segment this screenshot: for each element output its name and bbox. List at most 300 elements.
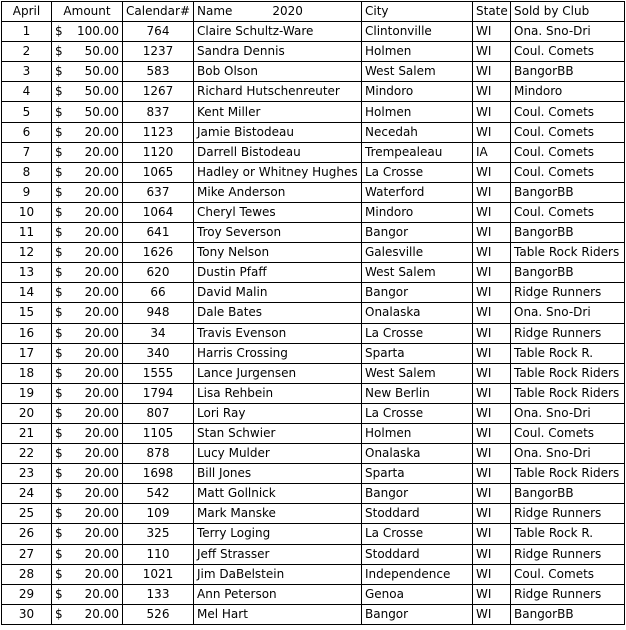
cell-calendar: 1237	[123, 42, 194, 62]
table-row	[2, 564, 625, 584]
cell-amount	[52, 423, 123, 443]
cell-amount	[52, 343, 123, 363]
amount-value: 20.00	[84, 285, 119, 300]
cell-amount	[52, 363, 123, 383]
cell-name: Matt Gollnick	[194, 484, 362, 504]
cell-amount	[52, 62, 123, 82]
cell-name: Dale Bates	[194, 303, 362, 323]
amount-value: 20.00	[84, 144, 119, 159]
cell-city: La Crosse	[362, 323, 473, 343]
table-row	[2, 383, 625, 403]
cell-name: Jamie Bistodeau	[194, 122, 362, 142]
cell-state: WI	[473, 544, 511, 564]
header-state: State	[473, 2, 511, 22]
cell-city: Onalaska	[362, 444, 473, 464]
cell-state: WI	[473, 403, 511, 423]
currency-symbol: $	[55, 285, 63, 300]
cell-april: 13	[2, 263, 52, 283]
cell-name: Tony Nelson	[194, 243, 362, 263]
currency-symbol: $	[55, 566, 63, 581]
cell-calendar: 325	[123, 524, 194, 544]
table-row	[2, 403, 625, 423]
cell-calendar: 948	[123, 303, 194, 323]
cell-club: BangorBB	[511, 484, 625, 504]
cell-calendar: 637	[123, 182, 194, 202]
cell-club: Ridge Runners	[511, 323, 625, 343]
cell-club: Mindoro	[511, 82, 625, 102]
cell-april: 27	[2, 544, 52, 564]
cell-city: New Berlin	[362, 383, 473, 403]
cell-state: WI	[473, 102, 511, 122]
cell-amount	[52, 484, 123, 504]
cell-name: Claire Schultz-Ware	[194, 22, 362, 42]
table-row	[2, 604, 625, 624]
cell-april: 14	[2, 283, 52, 303]
cell-calendar: 542	[123, 484, 194, 504]
cell-city: Onalaska	[362, 303, 473, 323]
cell-club: Coul. Comets	[511, 202, 625, 222]
amount-value: 50.00	[84, 64, 119, 79]
cell-name: Darrell Bistodeau	[194, 142, 362, 162]
cell-state: WI	[473, 383, 511, 403]
cell-city: Bangor	[362, 484, 473, 504]
cell-city: Bangor	[362, 283, 473, 303]
amount-value: 50.00	[84, 44, 119, 59]
cell-city: Stoddard	[362, 544, 473, 564]
cell-club: Ona. Sno-Dri	[511, 22, 625, 42]
cell-april: 8	[2, 162, 52, 182]
cell-state: WI	[473, 423, 511, 443]
cell-amount	[52, 464, 123, 484]
cell-club: Table Rock Riders	[511, 383, 625, 403]
cell-city: Trempealeau	[362, 142, 473, 162]
cell-state: WI	[473, 162, 511, 182]
cell-city: West Salem	[362, 363, 473, 383]
cell-club: Coul. Comets	[511, 102, 625, 122]
cell-amount	[52, 202, 123, 222]
cell-state: WI	[473, 464, 511, 484]
cell-name: Terry Loging	[194, 524, 362, 544]
cell-name: Mark Manske	[194, 504, 362, 524]
cell-name: Troy Severson	[194, 223, 362, 243]
cell-city: Genoa	[362, 584, 473, 604]
cell-amount	[52, 223, 123, 243]
cell-calendar: 526	[123, 604, 194, 624]
cell-april: 25	[2, 504, 52, 524]
cell-club: Table Rock Riders	[511, 363, 625, 383]
amount-value: 50.00	[84, 84, 119, 99]
cell-calendar: 1698	[123, 464, 194, 484]
cell-april: 24	[2, 484, 52, 504]
cell-calendar: 1105	[123, 423, 194, 443]
cell-state: WI	[473, 42, 511, 62]
cell-club: Ridge Runners	[511, 544, 625, 564]
currency-symbol: $	[55, 365, 63, 380]
header-row	[2, 2, 625, 22]
cell-calendar: 583	[123, 62, 194, 82]
cell-calendar: 1555	[123, 363, 194, 383]
cell-calendar: 1123	[123, 122, 194, 142]
cell-name: Jim DaBelstein	[194, 564, 362, 584]
table-row	[2, 363, 625, 383]
cell-april: 16	[2, 323, 52, 343]
amount-value: 20.00	[84, 124, 119, 139]
table-row	[2, 202, 625, 222]
cell-amount	[52, 182, 123, 202]
cell-state: WI	[473, 303, 511, 323]
header-amount: Amount	[52, 2, 123, 22]
cell-amount	[52, 383, 123, 403]
cell-city: Stoddard	[362, 504, 473, 524]
cell-club: Table Rock R.	[511, 343, 625, 363]
cell-april: 4	[2, 82, 52, 102]
currency-symbol: $	[55, 526, 63, 541]
cell-amount	[52, 584, 123, 604]
amount-value: 20.00	[84, 606, 119, 621]
cell-state: WI	[473, 122, 511, 142]
cell-april: 3	[2, 62, 52, 82]
cell-state: WI	[473, 283, 511, 303]
amount-value: 20.00	[84, 586, 119, 601]
cell-calendar: 878	[123, 444, 194, 464]
cell-april: 22	[2, 444, 52, 464]
cell-amount	[52, 82, 123, 102]
currency-symbol: $	[55, 305, 63, 320]
table-row	[2, 243, 625, 263]
cell-name: Mike Anderson	[194, 182, 362, 202]
cell-april: 2	[2, 42, 52, 62]
cell-state: WI	[473, 22, 511, 42]
cell-calendar: 620	[123, 263, 194, 283]
cell-state: WI	[473, 243, 511, 263]
cell-city: West Salem	[362, 263, 473, 283]
cell-calendar: 641	[123, 223, 194, 243]
cell-club: Coul. Comets	[511, 142, 625, 162]
cell-club: Coul. Comets	[511, 122, 625, 142]
cell-april: 5	[2, 102, 52, 122]
cell-calendar: 837	[123, 102, 194, 122]
cell-amount	[52, 102, 123, 122]
cell-city: Galesville	[362, 243, 473, 263]
cell-city: La Crosse	[362, 162, 473, 182]
table-row	[2, 162, 625, 182]
currency-symbol: $	[55, 144, 63, 159]
amount-value: 20.00	[84, 245, 119, 260]
cell-city: Bangor	[362, 223, 473, 243]
table-row	[2, 343, 625, 363]
cell-name: Travis Evenson	[194, 323, 362, 343]
table-row	[2, 303, 625, 323]
amount-value: 20.00	[84, 365, 119, 380]
cell-amount	[52, 283, 123, 303]
cell-name: Lisa Rehbein	[194, 383, 362, 403]
cell-amount	[52, 142, 123, 162]
cell-city: West Salem	[362, 62, 473, 82]
cell-state: WI	[473, 343, 511, 363]
cell-april: 23	[2, 464, 52, 484]
cell-amount	[52, 303, 123, 323]
cell-name: Lance Jurgensen	[194, 363, 362, 383]
cell-club: Coul. Comets	[511, 162, 625, 182]
table-row	[2, 142, 625, 162]
currency-symbol: $	[55, 546, 63, 561]
cell-name: Bill Jones	[194, 464, 362, 484]
cell-calendar: 34	[123, 323, 194, 343]
cell-amount	[52, 524, 123, 544]
cell-calendar: 1794	[123, 383, 194, 403]
cell-state: WI	[473, 182, 511, 202]
table-row	[2, 62, 625, 82]
amount-value: 20.00	[84, 426, 119, 441]
cell-name: Lori Ray	[194, 403, 362, 423]
header-name-cell	[194, 2, 362, 22]
header-city: City	[362, 2, 473, 22]
cell-calendar: 109	[123, 504, 194, 524]
currency-symbol: $	[55, 104, 63, 119]
cell-state: IA	[473, 142, 511, 162]
cell-state: WI	[473, 604, 511, 624]
cell-amount	[52, 42, 123, 62]
cell-city: Waterford	[362, 182, 473, 202]
cell-april: 9	[2, 182, 52, 202]
cell-name: Stan Schwier	[194, 423, 362, 443]
amount-value: 20.00	[84, 506, 119, 521]
cell-name: Ann Peterson	[194, 584, 362, 604]
amount-value: 20.00	[84, 526, 119, 541]
currency-symbol: $	[55, 405, 63, 420]
cell-state: WI	[473, 223, 511, 243]
amount-value: 20.00	[84, 265, 119, 280]
cell-name: Jeff Strasser	[194, 544, 362, 564]
cell-april: 29	[2, 584, 52, 604]
cell-calendar: 1021	[123, 564, 194, 584]
cell-name: Hadley or Whitney Hughes	[194, 162, 362, 182]
amount-value: 20.00	[84, 546, 119, 561]
cell-amount	[52, 604, 123, 624]
cell-april: 18	[2, 363, 52, 383]
currency-symbol: $	[55, 124, 63, 139]
table-row	[2, 102, 625, 122]
table-row	[2, 423, 625, 443]
cell-april: 19	[2, 383, 52, 403]
cell-calendar: 1626	[123, 243, 194, 263]
cell-calendar: 340	[123, 343, 194, 363]
table-row	[2, 182, 625, 202]
cell-amount	[52, 403, 123, 423]
cell-calendar: 807	[123, 403, 194, 423]
amount-value: 20.00	[84, 566, 119, 581]
currency-symbol: $	[55, 385, 63, 400]
cell-april: 28	[2, 564, 52, 584]
header-calendar: Calendar#	[123, 2, 194, 22]
amount-value: 20.00	[84, 446, 119, 461]
cell-state: WI	[473, 484, 511, 504]
cell-april: 6	[2, 122, 52, 142]
cell-name: Cheryl Tewes	[194, 202, 362, 222]
table-row	[2, 464, 625, 484]
cell-city: Necedah	[362, 122, 473, 142]
currency-symbol: $	[55, 345, 63, 360]
currency-symbol: $	[55, 44, 63, 59]
cell-city: Mindoro	[362, 82, 473, 102]
currency-symbol: $	[55, 24, 63, 39]
cell-april: 7	[2, 142, 52, 162]
cell-city: Clintonville	[362, 22, 473, 42]
amount-value: 100.00	[77, 24, 119, 39]
cell-amount	[52, 504, 123, 524]
currency-symbol: $	[55, 606, 63, 621]
cell-club: Ridge Runners	[511, 504, 625, 524]
cell-club: Ridge Runners	[511, 283, 625, 303]
cell-calendar: 1267	[123, 82, 194, 102]
cell-state: WI	[473, 524, 511, 544]
cell-state: WI	[473, 504, 511, 524]
cell-club: BangorBB	[511, 182, 625, 202]
cell-april: 15	[2, 303, 52, 323]
cell-club: BangorBB	[511, 62, 625, 82]
cell-club: Table Rock Riders	[511, 464, 625, 484]
cell-city: Mindoro	[362, 202, 473, 222]
cell-name: Bob Olson	[194, 62, 362, 82]
cell-name: Sandra Dennis	[194, 42, 362, 62]
cell-club: Ona. Sno-Dri	[511, 303, 625, 323]
cell-name: Richard Hutschenreuter	[194, 82, 362, 102]
amount-value: 20.00	[84, 405, 119, 420]
table-row	[2, 444, 625, 464]
cell-club: BangorBB	[511, 223, 625, 243]
currency-symbol: $	[55, 466, 63, 481]
cell-amount	[52, 564, 123, 584]
currency-symbol: $	[55, 506, 63, 521]
cell-club: BangorBB	[511, 604, 625, 624]
cell-calendar: 1064	[123, 202, 194, 222]
cell-club: BangorBB	[511, 263, 625, 283]
cell-club: Coul. Comets	[511, 42, 625, 62]
amount-value: 20.00	[84, 466, 119, 481]
cell-city: La Crosse	[362, 403, 473, 423]
currency-symbol: $	[55, 164, 63, 179]
cell-amount	[52, 444, 123, 464]
cell-amount	[52, 22, 123, 42]
table-row	[2, 223, 625, 243]
cell-state: WI	[473, 584, 511, 604]
cell-state: WI	[473, 202, 511, 222]
cell-club: Table Rock Riders	[511, 243, 625, 263]
amount-value: 20.00	[84, 325, 119, 340]
currency-symbol: $	[55, 486, 63, 501]
cell-amount	[52, 263, 123, 283]
cell-april: 20	[2, 403, 52, 423]
cell-city: Bangor	[362, 604, 473, 624]
cell-april: 12	[2, 243, 52, 263]
header-april: April	[2, 2, 52, 22]
amount-value: 20.00	[84, 385, 119, 400]
table-row	[2, 584, 625, 604]
header-year: 2020	[272, 4, 303, 19]
amount-value: 20.00	[84, 204, 119, 219]
amount-value: 20.00	[84, 345, 119, 360]
cell-april: 26	[2, 524, 52, 544]
cell-amount	[52, 162, 123, 182]
cell-club: Coul. Comets	[511, 564, 625, 584]
amount-value: 20.00	[84, 164, 119, 179]
currency-symbol: $	[55, 325, 63, 340]
amount-value: 20.00	[84, 305, 119, 320]
cell-city: Independence	[362, 564, 473, 584]
amount-value: 20.00	[84, 225, 119, 240]
table-row	[2, 82, 625, 102]
cell-club: Ona. Sno-Dri	[511, 403, 625, 423]
table-row	[2, 484, 625, 504]
header-club: Sold by Club	[511, 2, 625, 22]
cell-state: WI	[473, 564, 511, 584]
cell-club: Coul. Comets	[511, 423, 625, 443]
cell-name: Lucy Mulder	[194, 444, 362, 464]
currency-symbol: $	[55, 446, 63, 461]
cell-april: 11	[2, 223, 52, 243]
cell-name: Kent Miller	[194, 102, 362, 122]
cell-city: Holmen	[362, 42, 473, 62]
currency-symbol: $	[55, 225, 63, 240]
amount-value: 50.00	[84, 104, 119, 119]
table-row	[2, 283, 625, 303]
amount-value: 20.00	[84, 486, 119, 501]
table-row	[2, 504, 625, 524]
currency-symbol: $	[55, 184, 63, 199]
cell-name: Mel Hart	[194, 604, 362, 624]
cell-amount	[52, 544, 123, 564]
cell-state: WI	[473, 444, 511, 464]
cell-april: 30	[2, 604, 52, 624]
cell-april: 10	[2, 202, 52, 222]
cell-city: Holmen	[362, 102, 473, 122]
header-name: Name	[197, 4, 233, 19]
cell-calendar: 1120	[123, 142, 194, 162]
cell-calendar: 110	[123, 544, 194, 564]
cell-city: Sparta	[362, 464, 473, 484]
table-row	[2, 122, 625, 142]
cell-name: Harris Crossing	[194, 343, 362, 363]
table-row	[2, 323, 625, 343]
cell-club: Ona. Sno-Dri	[511, 444, 625, 464]
cell-calendar: 1065	[123, 162, 194, 182]
cell-calendar: 764	[123, 22, 194, 42]
cell-state: WI	[473, 82, 511, 102]
amount-value: 20.00	[84, 184, 119, 199]
cell-state: WI	[473, 62, 511, 82]
currency-symbol: $	[55, 84, 63, 99]
currency-symbol: $	[55, 265, 63, 280]
cell-club: Table Rock R.	[511, 524, 625, 544]
currency-symbol: $	[55, 586, 63, 601]
cell-name: David Malin	[194, 283, 362, 303]
cell-amount	[52, 323, 123, 343]
table-row	[2, 42, 625, 62]
cell-april: 17	[2, 343, 52, 363]
cell-club: Ridge Runners	[511, 584, 625, 604]
winners-table	[1, 1, 625, 625]
cell-state: WI	[473, 323, 511, 343]
table-row	[2, 524, 625, 544]
cell-amount	[52, 122, 123, 142]
cell-calendar: 66	[123, 283, 194, 303]
cell-state: WI	[473, 363, 511, 383]
table-row	[2, 22, 625, 42]
currency-symbol: $	[55, 426, 63, 441]
cell-amount	[52, 243, 123, 263]
table-row	[2, 263, 625, 283]
cell-city: La Crosse	[362, 524, 473, 544]
